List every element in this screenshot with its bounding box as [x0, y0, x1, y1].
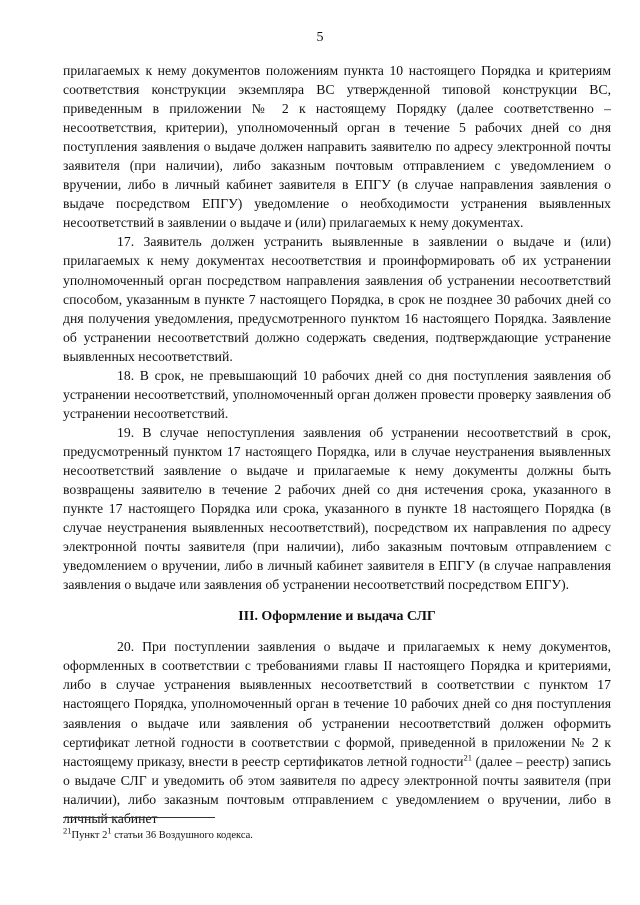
paragraph-17: 17. Заявитель должен устранить выявленные в заявлении о выдаче и (или) прилагаемых к нему документах несоответствия и проинформировать об их устранении уполномоченный орган посредством направления заявления об устранении несоответствий способом, указанным в пункте 7 настоящего Порядка, в срок не позднее 30 рабочих дней со дня получения уведомления, предусмотренного пунктом 16 настоящего Порядка. Заявление об устранении несоответствий должно содержать сведения, подтверждающие устранение выявленных несоответствий. — [63, 234, 611, 364]
paragraph-19: 19. В случае непоступления заявления об устранении несоответствий в срок, предусмотренный пунктом 17 настоящего Порядка, или в случае неустранения выявленных несоответствий заявление о выдаче и прилагаемые к нему документы должны быть возвращены заявителю в течение 2 рабочих дней со дня истечения срока, указанного в пункте 17 настоящего Порядка или срока, указанного в пункте 18 настоящего Порядка (в случае неустранения выявленных несоответствий), посредством их направления по адресу электронной почты заявителя (при наличии), либо заказным почтовым отправлением с уведомлением о вручении, либо в личный кабинет заявителя в ЕПГУ (в случае направления заявления о выдаче или заявления об устранении несоответствий посредством ЕПГУ). — [63, 424, 611, 593]
section-heading: III. Оформление и выдача СЛГ — [238, 609, 436, 625]
page-number: 5 — [316, 30, 324, 45]
paragraph-20 — [63, 637, 611, 827]
paragraph-20-text-end: (далее – реестр) запись о выдаче СЛГ и уведомить об этом заявителя по адресу электронной почты заявителя (при наличии), либо заказным почтовым отправлением с уведомлением о вручении, либо в личный кабинет — [63, 753, 611, 826]
footnote-mark: 21 — [63, 825, 72, 836]
footnote-text-end: статьи 36 Воздушного кодекса. — [111, 830, 253, 841]
footnote-text-start: Пункт 2 — [71, 830, 108, 841]
footnote-reference[interactable]: 21 — [463, 752, 472, 763]
document-body — [63, 61, 611, 828]
paragraph-20-text-start: 20. При поступлении заявления о выдаче и прилагаемых к нему документов, оформленных в соответствии с требованиями главы II настоящего Порядка и критериями, либо в случае устранения выявленных несоответствий в соответствии с пунктом 17 настоящего Порядка, уполномоченный орган в течение 10 рабочих дней со дня поступления заявления о выдаче или заявления об устранении несоответствий должен оформить сертификат летной годности в соответствии с формой, приведенной в приложении № 2 к настоящему приказу, внести в реестр сертификатов летной годности — [63, 639, 611, 769]
paragraph-16-continuation: прилагаемых к нему документов положениям пункта 10 настоящего Порядка и критериям соответствия конструкции экземпляра ВС утвержденной типовой конструкции ВС, приведенным в приложении № 2 к настоящему Порядку (далее соответственно – несоответствия, критерии), уполномоченный орган в течение 5 рабочих дней со дня поступления заявления о выдаче должен направить заявителю по адресу электронной почты заявителя (при наличии), либо заказным почтовым отправлением с уведомлением о вручении, либо в личный кабинет заявителя в ЕПГУ (в случае направления заявления о выдаче посредством ЕПГУ) уведомление о необходимости устранения выявленных несоответствий в заявлении о выдаче и (или) прилагаемых к нему документах. — [63, 63, 611, 231]
footnote-divider — [63, 817, 215, 818]
footnote-text-superscript: 1 — [107, 825, 112, 836]
paragraph-18: 18. В срок, не превышающий 10 рабочих дней со дня поступления заявления об устранении несоответствий, уполномоченный орган должен провести проверку заявления об устранении несоответствий. — [63, 367, 611, 421]
footnote — [63, 825, 253, 841]
